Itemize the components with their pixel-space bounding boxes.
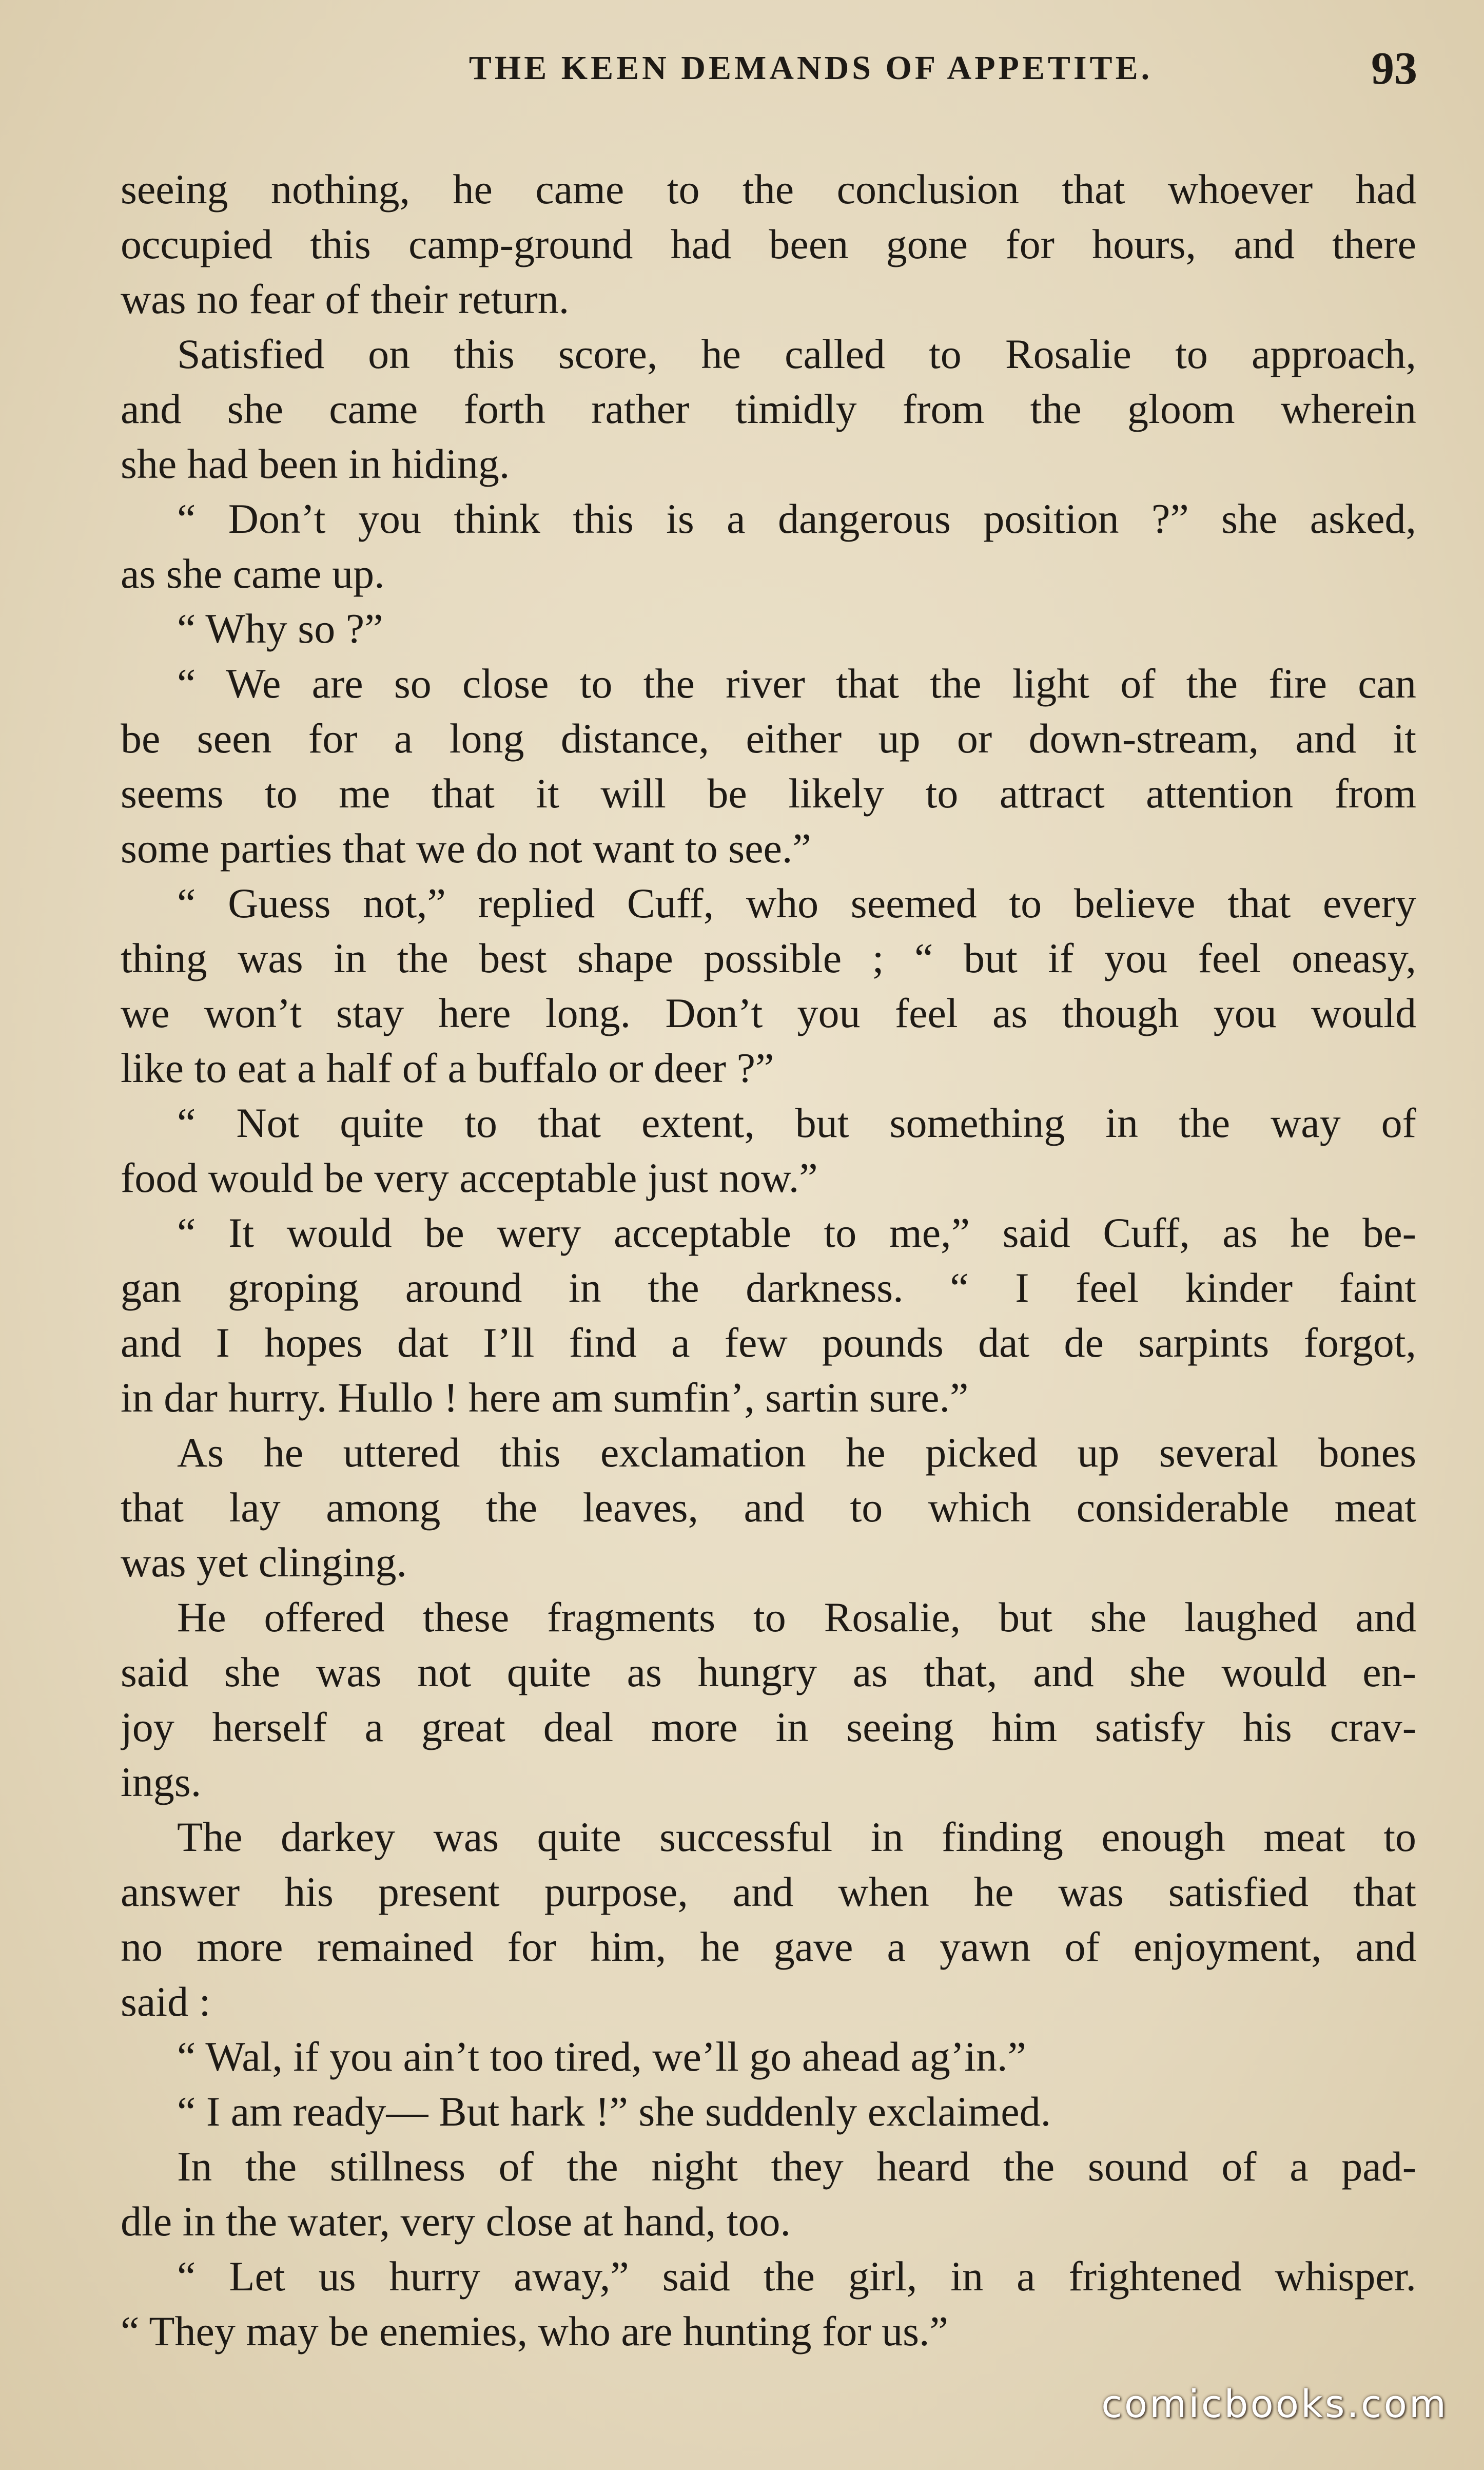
page-number: 93	[1371, 43, 1417, 94]
text-line: answer his present purpose, and when he was satisfied that	[121, 1868, 1416, 1915]
text-line: as she came up.	[121, 550, 385, 597]
text-line: “ I am ready— But hark !” she suddenly exclaimed.	[177, 2088, 1051, 2135]
text-line: in dar hurry. Hullo ! here am sumfin’, sartin sure.”	[121, 1374, 969, 1421]
text-line: and I hopes dat I’ll find a few pounds dat de sarpints forgot,	[121, 1319, 1416, 1366]
text-line: “ We are so close to the river that the light of the fire can	[177, 660, 1416, 707]
text-line: “ Don’t you think this is a dangerous position ?” she asked,	[177, 495, 1416, 542]
watermark: comicbooks.com	[1101, 2382, 1448, 2426]
text-line: that lay among the leaves, and to which considerable meat	[121, 1484, 1416, 1531]
text-line: In the stillness of the night they heard the sound of a pad-	[177, 2143, 1416, 2190]
text-line: “ Wal, if you ain’t too tired, we’ll go ahead ag’in.”	[177, 2033, 1026, 2080]
text-line: and she came forth rather timidly from the gloom wherein	[121, 385, 1416, 432]
text-line: she had been in hiding.	[121, 440, 510, 487]
text-line: occupied this camp-ground had been gone for hours, and there	[121, 221, 1416, 267]
text-line: “ They may be enemies, who are hunting for us.”	[121, 2308, 948, 2355]
text-line: “ Guess not,” replied Cuff, who seemed to believe that every	[177, 880, 1416, 927]
text-line: said she was not quite as hungry as that, and she would en-	[121, 1649, 1416, 1695]
text-line: gan groping around in the darkness. “ I feel kinder faint	[121, 1264, 1416, 1311]
text-line: seems to me that it will be likely to attract attention from	[121, 770, 1416, 817]
text-line: said :	[121, 1978, 211, 2025]
text-line: no more remained for him, he gave a yawn of enjoyment, and	[121, 1923, 1416, 1970]
text-line: He offered these fragments to Rosalie, but she laughed and	[177, 1594, 1416, 1641]
text-line: Satisfied on this score, he called to Rosalie to approach,	[177, 331, 1416, 377]
text-line: joy herself a great deal more in seeing him satisfy his crav-	[121, 1704, 1416, 1750]
text-line: The darkey was quite successful in finding enough meat to	[177, 1813, 1416, 1860]
text-line: food would be very acceptable just now.”	[121, 1154, 818, 1201]
text-line: like to eat a half of a buffalo or deer ?”	[121, 1045, 774, 1091]
text-line: “ Let us hurry away,” said the girl, in a frightened whisper.	[177, 2253, 1416, 2300]
text-line: “ It would be wery acceptable to me,” said Cuff, as he be-	[177, 1209, 1416, 1256]
text-line: we won’t stay here long. Don’t you feel as though you would	[121, 990, 1416, 1036]
running-title: THE KEEN DEMANDS OF APPETITE.	[468, 49, 1153, 87]
text-line: “ Why so ?”	[177, 605, 383, 652]
text-line: some parties that we do not want to see.”	[121, 825, 811, 872]
body-text	[121, 162, 1416, 2359]
text-line: thing was in the best shape possible ; “ but if you feel oneasy,	[121, 935, 1416, 981]
text-line: was yet clinging.	[121, 1539, 407, 1586]
text-line: ings.	[121, 1759, 202, 1805]
text-line: dle in the water, very close at hand, too.	[121, 2198, 791, 2245]
text-line: “ Not quite to that extent, but something in the way of	[177, 1099, 1416, 1146]
text-line: As he uttered this exclamation he picked up several bones	[177, 1429, 1416, 1476]
text-line: was no fear of their return.	[121, 276, 570, 322]
text-line: be seen for a long distance, either up or down-stream, and it	[121, 715, 1416, 762]
text-line: seeing nothing, he came to the conclusion that whoever had	[121, 166, 1416, 213]
